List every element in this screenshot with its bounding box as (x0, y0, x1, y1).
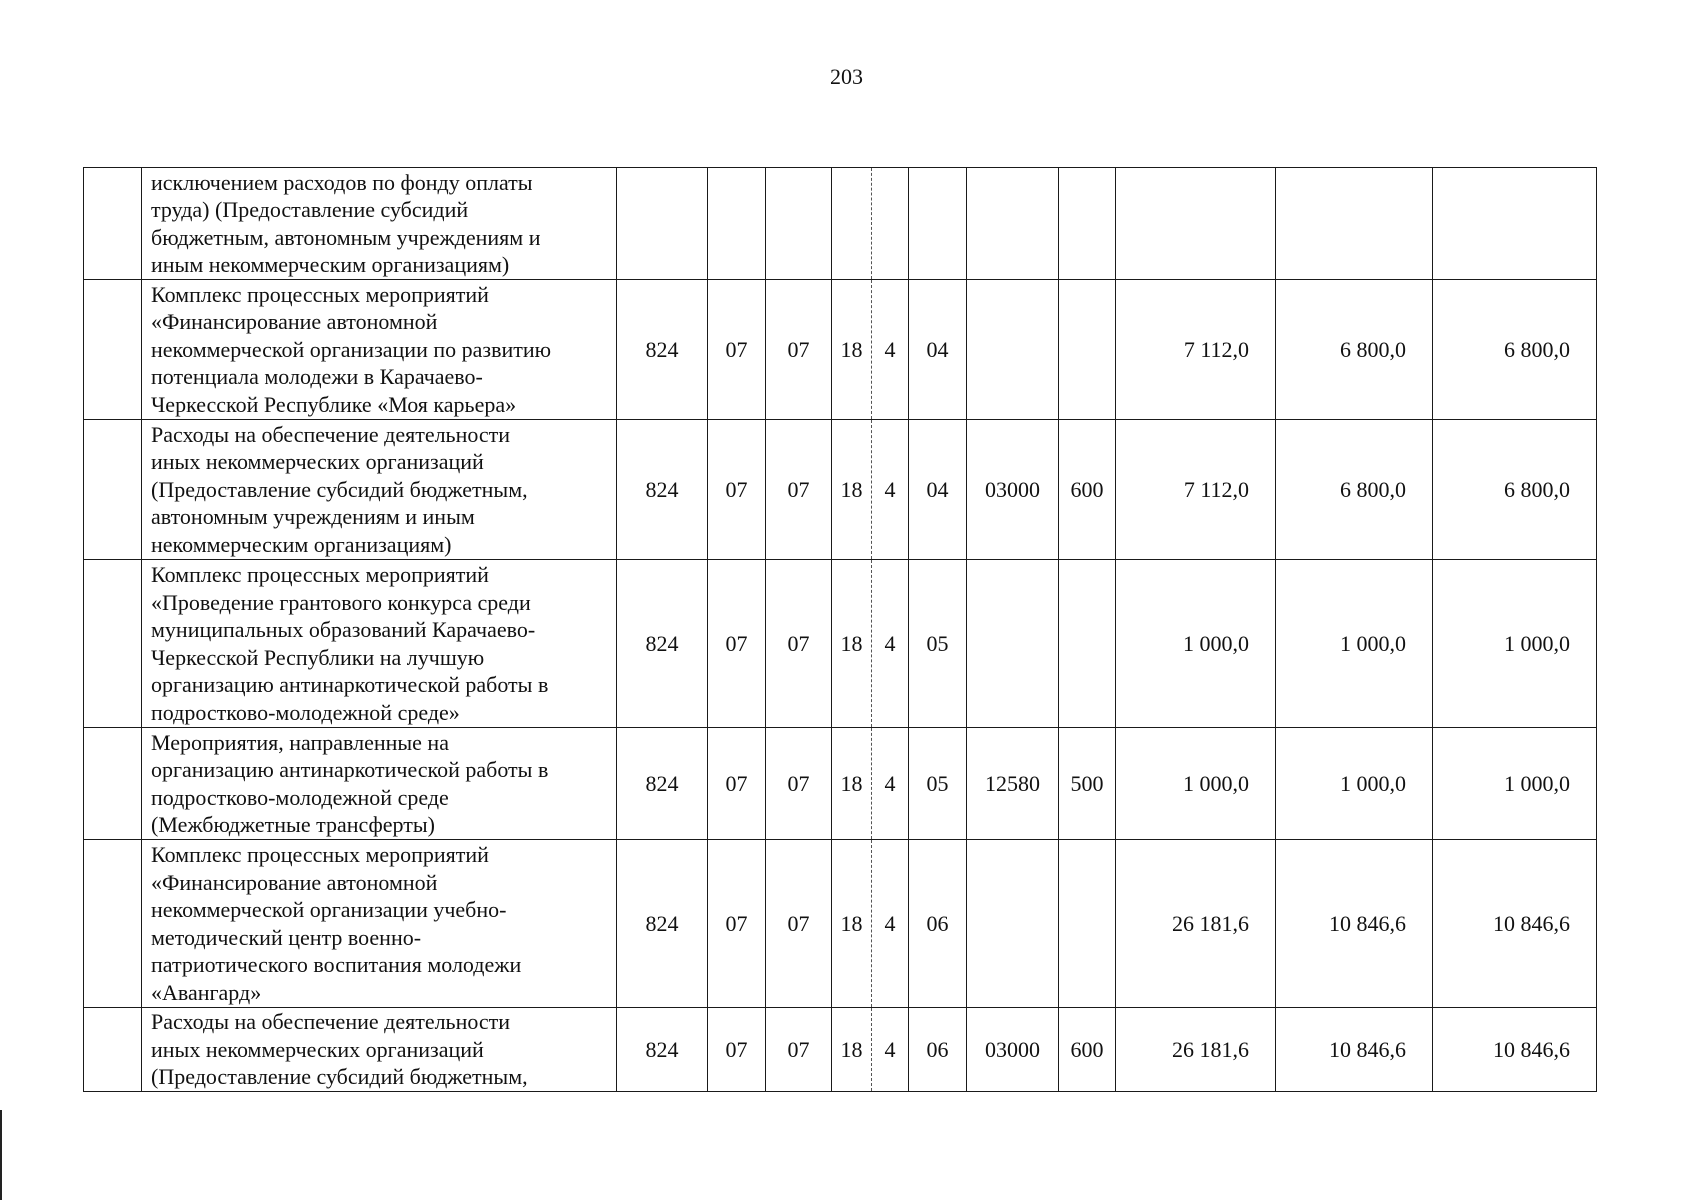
amount-year1: 1 000,0 (1116, 560, 1276, 728)
description-line: Расходы на обеспечение деятельности (151, 1009, 511, 1035)
code-subprogram: 4 (872, 840, 909, 1008)
row-description (142, 168, 617, 280)
amount-year2 (1276, 168, 1433, 280)
table-row (84, 420, 1597, 560)
code-gr: 824 (617, 280, 708, 420)
page-number: 203 (830, 64, 863, 89)
description-line: Черкесской Республике «Моя карьера» (151, 391, 517, 417)
amount-year3: 1 000,0 (1433, 728, 1597, 840)
scan-margin-line (0, 1110, 2, 1200)
description-line: подростково-молодежной среде (151, 784, 449, 810)
code-rz: 07 (708, 840, 766, 1008)
amount-year2: 10 846,6 (1276, 1008, 1433, 1092)
description-line: Комплекс процессных мероприятий (151, 842, 489, 867)
amount-year3: 10 846,6 (1433, 840, 1597, 1008)
code-subprogram (872, 168, 909, 280)
code-rz: 07 (708, 560, 766, 728)
amount-year3: 6 800,0 (1433, 280, 1597, 420)
description-line: (Предоставление субсидий бюджетным, (151, 476, 528, 502)
code-pr: 07 (766, 420, 832, 560)
description-line: «Финансирование автономной (151, 869, 438, 895)
code-gr: 824 (617, 420, 708, 560)
code-direction: 12580 (967, 728, 1059, 840)
description-line: некоммерческой организации учебно- (151, 897, 507, 922)
description-line: «Авангард» (151, 979, 262, 1005)
row-description (142, 420, 617, 560)
code-program: 18 (832, 560, 872, 728)
table-row (84, 280, 1597, 420)
code-subprogram: 4 (872, 1008, 909, 1092)
amount-year3: 6 800,0 (1433, 420, 1597, 560)
code-subprogram: 4 (872, 420, 909, 560)
code-complex: 06 (909, 1008, 967, 1092)
amount-year2: 6 800,0 (1276, 280, 1433, 420)
code-program: 18 (832, 1008, 872, 1092)
code-vr (1059, 560, 1116, 728)
code-gr: 824 (617, 728, 708, 840)
table-row (84, 840, 1597, 1008)
code-rz: 07 (708, 728, 766, 840)
description-line: (Межбюджетные трансферты) (151, 812, 435, 837)
description-line: патриотического воспитания молодежи (151, 952, 522, 977)
table-row (84, 168, 1597, 280)
code-complex (909, 168, 967, 280)
row-description (142, 560, 617, 728)
amount-year1: 7 112,0 (1116, 280, 1276, 420)
code-vr: 500 (1059, 728, 1116, 840)
code-vr (1059, 280, 1116, 420)
amount-year1: 26 181,6 (1116, 840, 1276, 1008)
code-pr: 07 (766, 840, 832, 1008)
description-line: Комплекс процессных мероприятий (151, 281, 489, 307)
row-index-cell (84, 420, 142, 560)
table-body (84, 168, 1597, 1092)
table-row (84, 1008, 1597, 1092)
code-subprogram: 4 (872, 280, 909, 420)
row-description (142, 280, 617, 420)
code-direction (967, 560, 1059, 728)
code-complex: 04 (909, 420, 967, 560)
code-direction (967, 840, 1059, 1008)
amount-year3 (1433, 168, 1597, 280)
description-line: (Предоставление субсидий бюджетным, (151, 1064, 528, 1090)
code-pr: 07 (766, 728, 832, 840)
row-description (142, 840, 617, 1008)
code-vr (1059, 840, 1116, 1008)
description-line: исключением расходов по фонду оплаты (151, 169, 533, 195)
description-line: иным некоммерческим организациям) (151, 252, 510, 277)
row-index-cell (84, 840, 142, 1008)
table-row (84, 560, 1597, 728)
code-program: 18 (832, 280, 872, 420)
code-pr: 07 (766, 1008, 832, 1092)
amount-year2: 1 000,0 (1276, 728, 1433, 840)
description-line: Комплекс процессных мероприятий (151, 562, 489, 587)
table-row (84, 728, 1597, 840)
amount-year1 (1116, 168, 1276, 280)
description-line: иных некоммерческих организаций (151, 449, 484, 475)
code-complex: 05 (909, 560, 967, 728)
description-line: бюджетным, автономным учреждениям и (151, 224, 541, 250)
description-line: автономным учреждениям и иным (151, 504, 475, 530)
code-gr: 824 (617, 1008, 708, 1092)
code-rz: 07 (708, 1008, 766, 1092)
description-line: подростково-молодежной среде» (151, 699, 460, 725)
code-direction: 03000 (967, 1008, 1059, 1092)
code-rz (708, 168, 766, 280)
row-index-cell (84, 280, 142, 420)
code-vr (1059, 168, 1116, 280)
description-line: Мероприятия, направленные на (151, 729, 449, 755)
code-pr: 07 (766, 560, 832, 728)
amount-year1: 7 112,0 (1116, 420, 1276, 560)
code-vr: 600 (1059, 420, 1116, 560)
code-subprogram: 4 (872, 728, 909, 840)
code-program: 18 (832, 420, 872, 560)
description-line: организацию антинаркотической работы в (151, 757, 549, 782)
code-program: 18 (832, 840, 872, 1008)
description-line: организацию антинаркотической работы в (151, 672, 549, 697)
description-line: Расходы на обеспечение деятельности (151, 421, 511, 447)
code-rz: 07 (708, 420, 766, 560)
description-line: «Финансирование автономной (151, 309, 438, 335)
row-index-cell (84, 1008, 142, 1092)
description-line: некоммерческой организации по развитию (151, 336, 552, 362)
description-line: методический центр военно- (151, 924, 422, 950)
code-subprogram: 4 (872, 560, 909, 728)
row-description (142, 1008, 617, 1092)
description-line: Черкесской Республики на лучшую (151, 644, 485, 670)
budget-table (83, 167, 1597, 1092)
code-complex: 06 (909, 840, 967, 1008)
amount-year2: 6 800,0 (1276, 420, 1433, 560)
description-line: «Проведение грантового конкурса среди (151, 589, 531, 615)
row-description (142, 728, 617, 840)
code-direction: 03000 (967, 420, 1059, 560)
code-pr: 07 (766, 280, 832, 420)
code-vr: 600 (1059, 1008, 1116, 1092)
code-rz: 07 (708, 280, 766, 420)
description-line: муниципальных образований Карачаево- (151, 617, 536, 642)
code-gr: 824 (617, 840, 708, 1008)
amount-year2: 10 846,6 (1276, 840, 1433, 1008)
code-gr: 824 (617, 560, 708, 728)
code-complex: 05 (909, 728, 967, 840)
description-line: иных некоммерческих организаций (151, 1036, 484, 1062)
row-index-cell (84, 560, 142, 728)
code-program (832, 168, 872, 280)
amount-year3: 10 846,6 (1433, 1008, 1597, 1092)
row-index-cell (84, 728, 142, 840)
description-line: труда) (Предоставление субсидий (151, 197, 469, 222)
code-direction (967, 280, 1059, 420)
amount-year2: 1 000,0 (1276, 560, 1433, 728)
description-line: потенциала молодежи в Карачаево- (151, 364, 483, 390)
description-line: некоммерческим организациям) (151, 531, 452, 557)
code-gr (617, 168, 708, 280)
amount-year1: 26 181,6 (1116, 1008, 1276, 1092)
code-complex: 04 (909, 280, 967, 420)
code-direction (967, 168, 1059, 280)
amount-year1: 1 000,0 (1116, 728, 1276, 840)
amount-year3: 1 000,0 (1433, 560, 1597, 728)
code-pr (766, 168, 832, 280)
row-index-cell (84, 168, 142, 280)
code-program: 18 (832, 728, 872, 840)
